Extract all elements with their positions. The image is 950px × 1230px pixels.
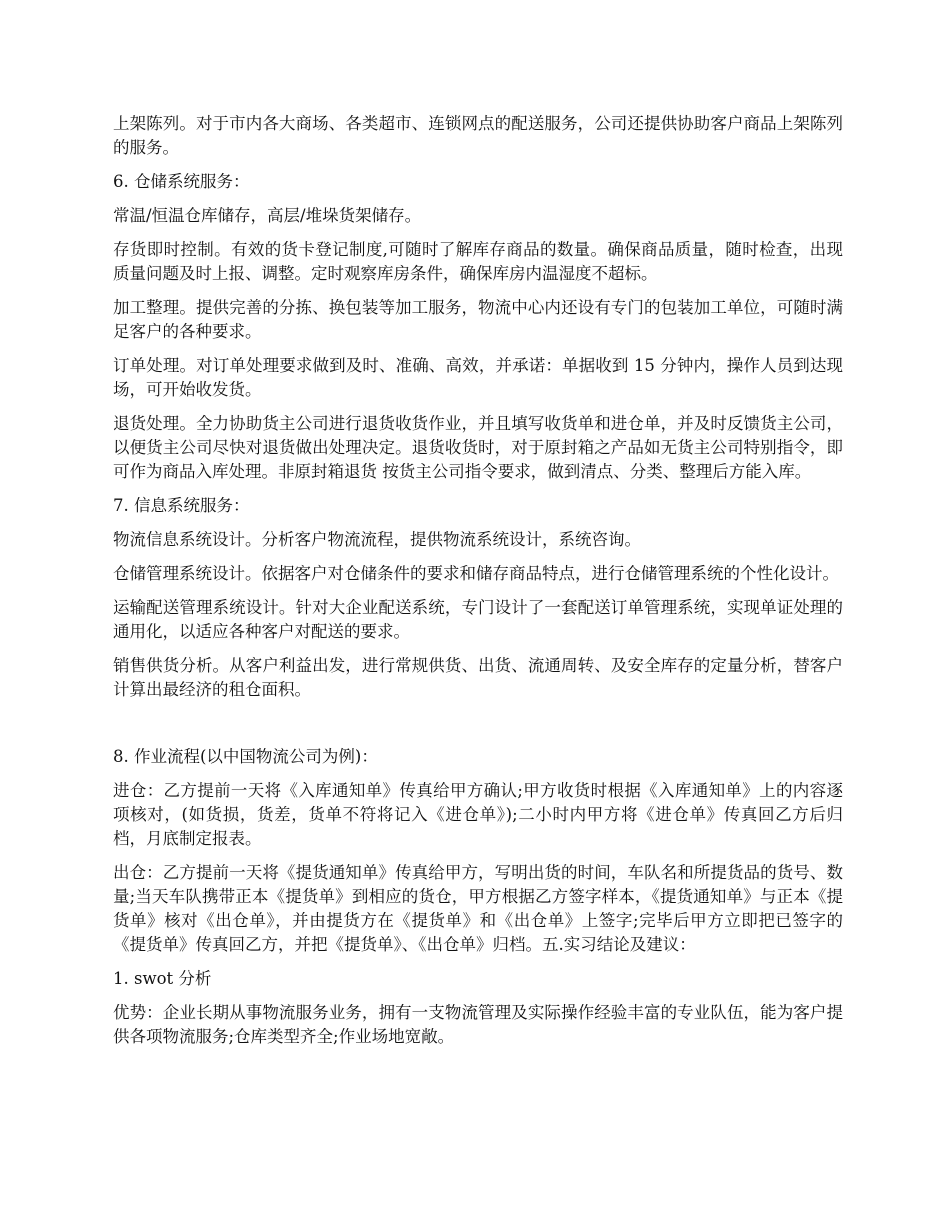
heading-warehouse-service: 6. 仓储系统服务： [113,172,250,191]
paragraph-inbound: 进仓：乙方提前一天将《入库通知单》传真给甲方确认;甲方收货时根据《入库通知单》上的内容逐项核对，(如货损，货差，货单不符将记入《进仓单》);二小时内甲方将《进仓单》传真回乙方后归档，月底制定报表。 [113,781,843,848]
paragraph-returns: 退货处理。全力协助货主公司进行退货收货作业，并且填写收货单和进仓单，并及时反馈货主公司，以便货主公司尽快对退货做出处理决定。退货收货时，对于原封箱之产品如无货主公司特别指令，即可作为商品入库处理。非原封箱退货 按货主公司指令要求，做到清点、分类、整理后方能入库。 [113,414,843,481]
paragraph-storage-types: 常温/恒温仓库储存，高层/堆垛货架储存。 [113,206,422,225]
paragraph-sales-analysis: 销售供货分析。从客户利益出发，进行常规供货、出货、流通周转、及安全库存的定量分析，替客户计算出最经济的租仓面积。 [113,656,843,699]
paragraph-order-handling: 订单处理。对订单处理要求做到及时、准确、高效，并承诺：单据收到 15 分钟内，操作人员到达现场，可开始收发货。 [113,356,843,399]
paragraph-logistics-system: 物流信息系统设计。分析客户物流流程，提供物流系统设计，系统咨询。 [113,530,641,549]
paragraph-outbound: 出仓：乙方提前一天将《提货通知单》传真给甲方，写明出货的时间，车队名和所提货品的货号、数量;当天车队携带正本《提货单》到相应的货仓，甲方根据乙方签字样本，《提货通知单》与正本《提货单》核对《出仓单》，并由提货方在《提货单》和《出仓单》上签字;完毕后甲方立即把已签字的《提货单》传真回乙方，并把《提货单》、《出仓单》归档。五.实习结论及建议： [113,863,843,954]
heading-workflow: 8. 作业流程(以中国物流公司为例)： [113,747,378,766]
paragraph-shelf-display: 上架陈列。对于市内各大商场、各类超市、连锁网点的配送服务，公司还提供协助客户商品上架陈列的服务。 [113,114,843,157]
paragraph-processing: 加工整理。提供完善的分拣、换包装等加工服务，物流中心内还设有专门的包装加工单位，可随时满足客户的各种要求。 [113,298,843,341]
blank-line [113,712,843,745]
paragraph-inventory-control: 存货即时控制。有效的货卡登记制度,可随时了解库存商品的数量。确保商品质量，随时检查，出现质量问题及时上报、调整。定时观察库房条件，确保库房内温湿度不超标。 [113,240,843,283]
document-page [113,112,843,1059]
heading-swot: 1. swot 分析 [113,969,212,988]
paragraph-strengths: 优势：企业长期从事物流服务业务，拥有一支物流管理及实际操作经验丰富的专业队伍，能为客户提供各项物流服务;仓库类型齐全;作业场地宽敞。 [113,1003,843,1046]
paragraph-transport-system: 运输配送管理系统设计。针对大企业配送系统，专门设计了一套配送订单管理系统，实现单证处理的通用化，以适应各种客户对配送的要求。 [113,598,843,641]
paragraph-warehouse-system: 仓储管理系统设计。依据客户对仓储条件的要求和储存商品特点，进行仓储管理系统的个性化设计。 [113,564,839,583]
heading-info-service: 7. 信息系统服务： [113,496,250,515]
